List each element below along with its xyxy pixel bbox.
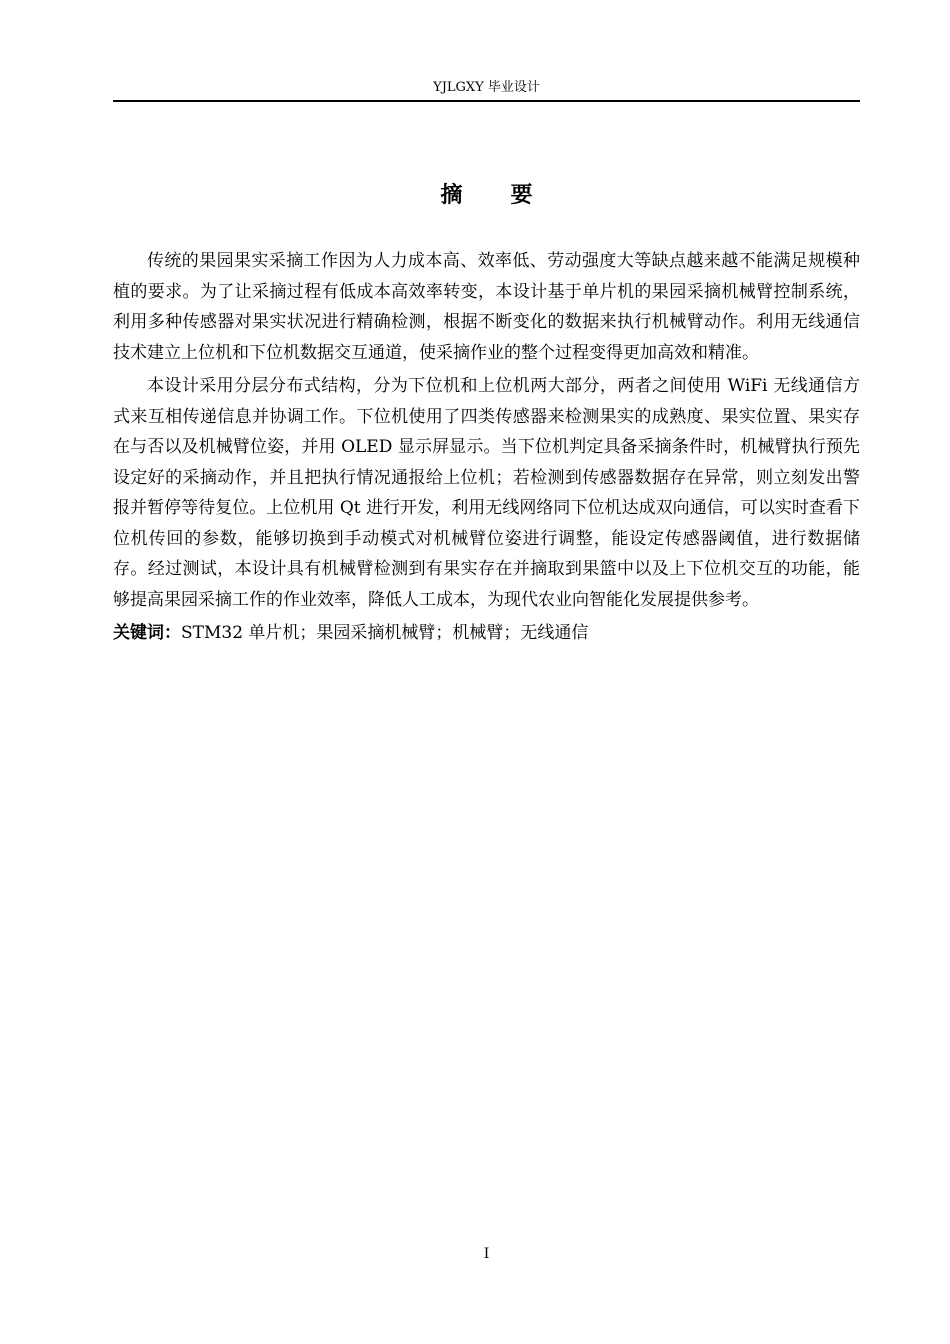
abstract-paragraph-2: 本设计采用分层分布式结构，分为下位机和上位机两大部分，两者之间使用 WiFi 无线通信方式来互相传递信息并协调工作。下位机使用了四类传感器来检测果实的成熟度、果实位置、果实存在与否以及机械臂位姿，并用 OLED 显示屏显示。当下位机判定具备采摘条件时，机械臂执行预先设定好的采摘动作，并且把执行情况通报给上位机；若检测到传感器数据存在异常，则立刻发出警报并暂停等待复位。上位机用 Qt 进行开发，利用无线网络同下位机达成双向通信，可以实时查看下位机传回的参数，能够切换到手动模式对机械臂位姿进行调整，能设定传感器阈值，进行数据储存。经过测试，本设计具有机械臂检测到有果实存在并摘取到果篮中以及上下位机交互的功能，能够提高果园采摘工作的作业效率，降低人工成本，为现代农业向智能化发展提供参考。	[113, 376, 860, 610]
abstract-title: 摘要	[440, 182, 581, 208]
page-header: YJLGXY 毕业设计	[433, 80, 540, 95]
keywords-text: STM32 单片机；果园采摘机械臂；机械臂；无线通信	[181, 623, 589, 643]
abstract-body	[113, 246, 860, 649]
keywords-label: 关键词：	[113, 623, 181, 643]
keywords-line	[113, 618, 860, 649]
header-rule	[113, 100, 860, 102]
page-number: I	[483, 1246, 490, 1262]
abstract-paragraph-1: 传统的果园果实采摘工作因为人力成本高、效率低、劳动强度大等缺点越来越不能满足规模种植的要求。为了让采摘过程有低成本高效率转变，本设计基于单片机的果园采摘机械臂控制系统，利用多种传感器对果实状况进行精确检测，根据不断变化的数据来执行机械臂动作。利用无线通信技术建立上位机和下位机数据交互通道，使采摘作业的整个过程变得更加高效和精准。	[113, 251, 860, 363]
